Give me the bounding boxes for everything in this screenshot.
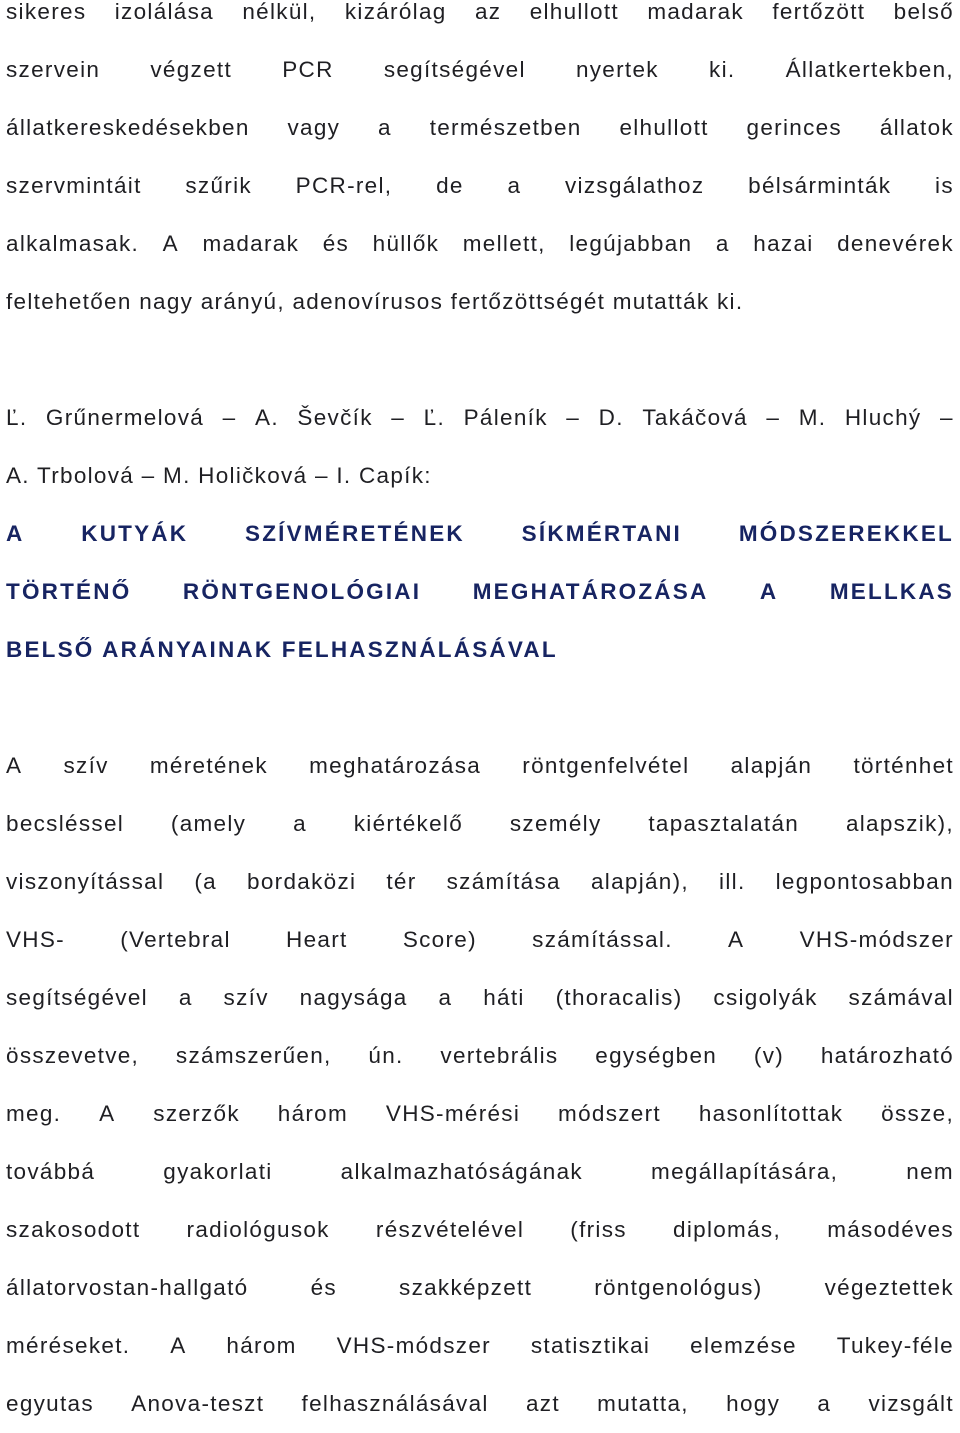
text-line: [6, 795, 954, 853]
word: természetben: [429, 115, 582, 140]
word: méretének: [149, 753, 268, 778]
word: részvételével: [375, 1217, 525, 1242]
word: gyakorlati: [163, 1159, 273, 1184]
author-line: [6, 389, 954, 447]
text-line: [6, 1201, 954, 1259]
word: ún.: [368, 1043, 404, 1068]
word: (amely: [170, 811, 247, 836]
text-line: [6, 0, 954, 41]
intro-paragraph: [6, 0, 954, 331]
word: legújabban: [569, 231, 693, 256]
word: SÍKMÉRTANI: [521, 521, 683, 546]
text-line: [6, 737, 954, 795]
word: röntgenológus): [594, 1275, 763, 1300]
text-line: [6, 215, 954, 273]
word: legpontosabban: [775, 869, 954, 894]
word: MÓDSZEREKKEL: [738, 521, 954, 546]
word: Ľ.: [423, 405, 446, 430]
word: MELLKAS: [829, 579, 954, 604]
word: hazai: [753, 231, 814, 256]
word: összevetve,: [6, 1043, 140, 1068]
word: szakosodott: [6, 1217, 141, 1242]
word: alapján: [730, 753, 813, 778]
word: Állatkertekben,: [785, 57, 954, 82]
word: a: [715, 231, 730, 256]
word: kizárólag: [344, 0, 447, 24]
word: A: [6, 753, 23, 778]
word: de: [436, 173, 464, 198]
word: szervein: [6, 57, 101, 82]
word: (v): [753, 1043, 785, 1068]
word: meg.: [6, 1101, 62, 1126]
word: A: [728, 927, 745, 952]
word: MEGHATÁROZÁSA: [472, 579, 709, 604]
word: VHS-módszer: [799, 927, 954, 952]
word: gerinces: [746, 115, 842, 140]
text-line: [6, 1259, 954, 1317]
word: a: [293, 811, 307, 836]
word: történhet: [853, 753, 954, 778]
word: Takáčová: [642, 405, 748, 430]
word: izolálása: [114, 0, 214, 24]
word: megállapítására,: [651, 1159, 839, 1184]
word: ill.: [719, 869, 746, 894]
word: számszerűen,: [175, 1043, 332, 1068]
word: mellett,: [462, 231, 546, 256]
word: radiológusok: [186, 1217, 330, 1242]
word: három: [277, 1101, 349, 1126]
word: össze,: [881, 1101, 954, 1126]
text-line: [6, 99, 954, 157]
word: szív: [63, 753, 109, 778]
word: Páleník: [463, 405, 548, 430]
word: és: [322, 231, 350, 256]
word: is: [935, 173, 954, 198]
title-line: BELSŐ ARÁNYAINAK FELHASZNÁLÁSÁVAL: [6, 637, 558, 662]
word: azt: [525, 1391, 560, 1416]
word: –: [566, 405, 581, 430]
word: vizsgálathoz: [565, 173, 705, 198]
word: szerzők: [153, 1101, 240, 1126]
word: mutatta,: [597, 1391, 689, 1416]
word: meghatározása: [309, 753, 482, 778]
word: –: [222, 405, 237, 430]
word: nem: [906, 1159, 954, 1184]
word: végeztettek: [824, 1275, 954, 1300]
article-authors: [6, 389, 954, 505]
word: szervmintáit: [6, 173, 142, 198]
word: A: [6, 521, 25, 546]
word: PCR-rel,: [295, 173, 393, 198]
word: háti: [483, 985, 525, 1010]
word: a: [817, 1391, 832, 1416]
word: nélkül,: [242, 0, 317, 24]
word: tapasztalatán: [648, 811, 800, 836]
word: alapszik),: [845, 811, 954, 836]
word: bélsárminták: [748, 173, 892, 198]
word: (Vertebral: [120, 927, 231, 952]
word: fertőzött: [772, 0, 866, 24]
text-line: [6, 41, 954, 99]
word: PCR: [282, 57, 334, 82]
word: denevérek: [837, 231, 954, 256]
word: a: [378, 115, 392, 140]
word: hasonlítottak: [698, 1101, 844, 1126]
word: TÖRTÉNŐ: [6, 579, 132, 604]
word: alapján),: [590, 869, 689, 894]
word: M.: [798, 405, 827, 430]
text-line: [6, 1375, 954, 1433]
word: Heart: [286, 927, 348, 952]
word: Anova-teszt: [131, 1391, 265, 1416]
word: az: [474, 0, 502, 24]
title-line: [6, 563, 954, 621]
word: A: [162, 231, 179, 256]
word: számával: [848, 985, 954, 1010]
word: VHS-: [6, 927, 65, 952]
word: alkalmazhatóságának: [340, 1159, 583, 1184]
word: hüllők: [372, 231, 440, 256]
word: alkalmasak.: [6, 231, 140, 256]
text-line: [6, 1027, 954, 1085]
word: felhasználásával: [301, 1391, 489, 1416]
word: vizsgált: [868, 1391, 954, 1416]
word: nagysága: [299, 985, 408, 1010]
word: elhullott: [529, 0, 619, 24]
word: A: [170, 1333, 187, 1358]
word: csigolyák: [713, 985, 818, 1010]
word: végzett: [150, 57, 233, 82]
word: három: [226, 1333, 297, 1358]
word: ki.: [709, 57, 736, 82]
document-page: [6, 0, 954, 1433]
word: a: [438, 985, 453, 1010]
word: szív: [223, 985, 269, 1010]
title-line: [6, 505, 954, 563]
word: kiértékelő: [353, 811, 464, 836]
text-line: [6, 911, 954, 969]
word: határozható: [820, 1043, 954, 1068]
text-line: [6, 157, 954, 215]
word: a: [507, 173, 522, 198]
word: állatorvostan-hallgató: [6, 1275, 249, 1300]
text-line: [6, 969, 954, 1027]
word: (thoracalis): [555, 985, 683, 1010]
author-line: A. Trbolová – M. Holičková – I. Capík:: [6, 463, 432, 488]
text-line: [6, 1143, 954, 1201]
word: a: [178, 985, 193, 1010]
word: madarak: [202, 231, 300, 256]
word: bordaközi: [247, 869, 357, 894]
word: becsléssel: [6, 811, 125, 836]
word: elhullott: [619, 115, 709, 140]
word: Score): [402, 927, 477, 952]
word: A: [99, 1101, 116, 1126]
word: –: [391, 405, 406, 430]
word: nyertek: [575, 57, 659, 82]
word: diplomás,: [673, 1217, 782, 1242]
word: módszert: [558, 1101, 661, 1126]
word: másodéves: [827, 1217, 954, 1242]
word: vertebrális: [440, 1043, 559, 1068]
abstract-paragraph: [6, 737, 954, 1433]
word: elemzése: [690, 1333, 797, 1358]
word: méréseket.: [6, 1333, 131, 1358]
word: segítségével: [383, 57, 526, 82]
word: (friss: [570, 1217, 627, 1242]
word: sikeres: [6, 0, 87, 24]
word: számítása: [446, 869, 561, 894]
word: röntgenfelvétel: [522, 753, 690, 778]
word: A: [759, 579, 779, 604]
word: RÖNTGENOLÓGIAI: [182, 579, 422, 604]
text-line: [6, 1317, 954, 1375]
word: Ševčík: [297, 405, 373, 430]
word: D.: [598, 405, 624, 430]
word: állatok: [879, 115, 954, 140]
word: –: [766, 405, 781, 430]
word: Grűnermelová: [45, 405, 205, 430]
word: KUTYÁK: [81, 521, 189, 546]
word: továbbá: [6, 1159, 96, 1184]
word: személy: [509, 811, 602, 836]
word: –: [940, 405, 954, 430]
word: Tukey-féle: [836, 1333, 954, 1358]
word: Ľ.: [6, 405, 28, 430]
word: egyutas: [6, 1391, 94, 1416]
word: szakképzett: [399, 1275, 533, 1300]
word: állatkereskedésekben: [6, 115, 250, 140]
text-line: feltehetően nagy arányú, adenovírusos fertőzöttségét mutatták ki.: [6, 289, 744, 314]
text-line: [6, 853, 954, 911]
word: Hluchý: [844, 405, 922, 430]
word: statisztikai: [530, 1333, 651, 1358]
word: egységben: [595, 1043, 718, 1068]
word: és: [310, 1275, 337, 1300]
word: viszonyítással: [6, 869, 165, 894]
word: VHS-módszer: [336, 1333, 491, 1358]
word: belső: [893, 0, 954, 24]
word: VHS-mérési: [385, 1101, 521, 1126]
text-line: [6, 1085, 954, 1143]
word: SZÍVMÉRETÉNEK: [245, 521, 465, 546]
word: szűrik: [185, 173, 252, 198]
word: vagy: [287, 115, 341, 140]
article-title: [6, 505, 954, 679]
word: tér: [386, 869, 417, 894]
word: A.: [255, 405, 279, 430]
word: számítással.: [532, 927, 673, 952]
word: madarak: [647, 0, 744, 24]
word: (a: [194, 869, 217, 894]
word: segítségével: [6, 985, 148, 1010]
word: hogy: [726, 1391, 781, 1416]
